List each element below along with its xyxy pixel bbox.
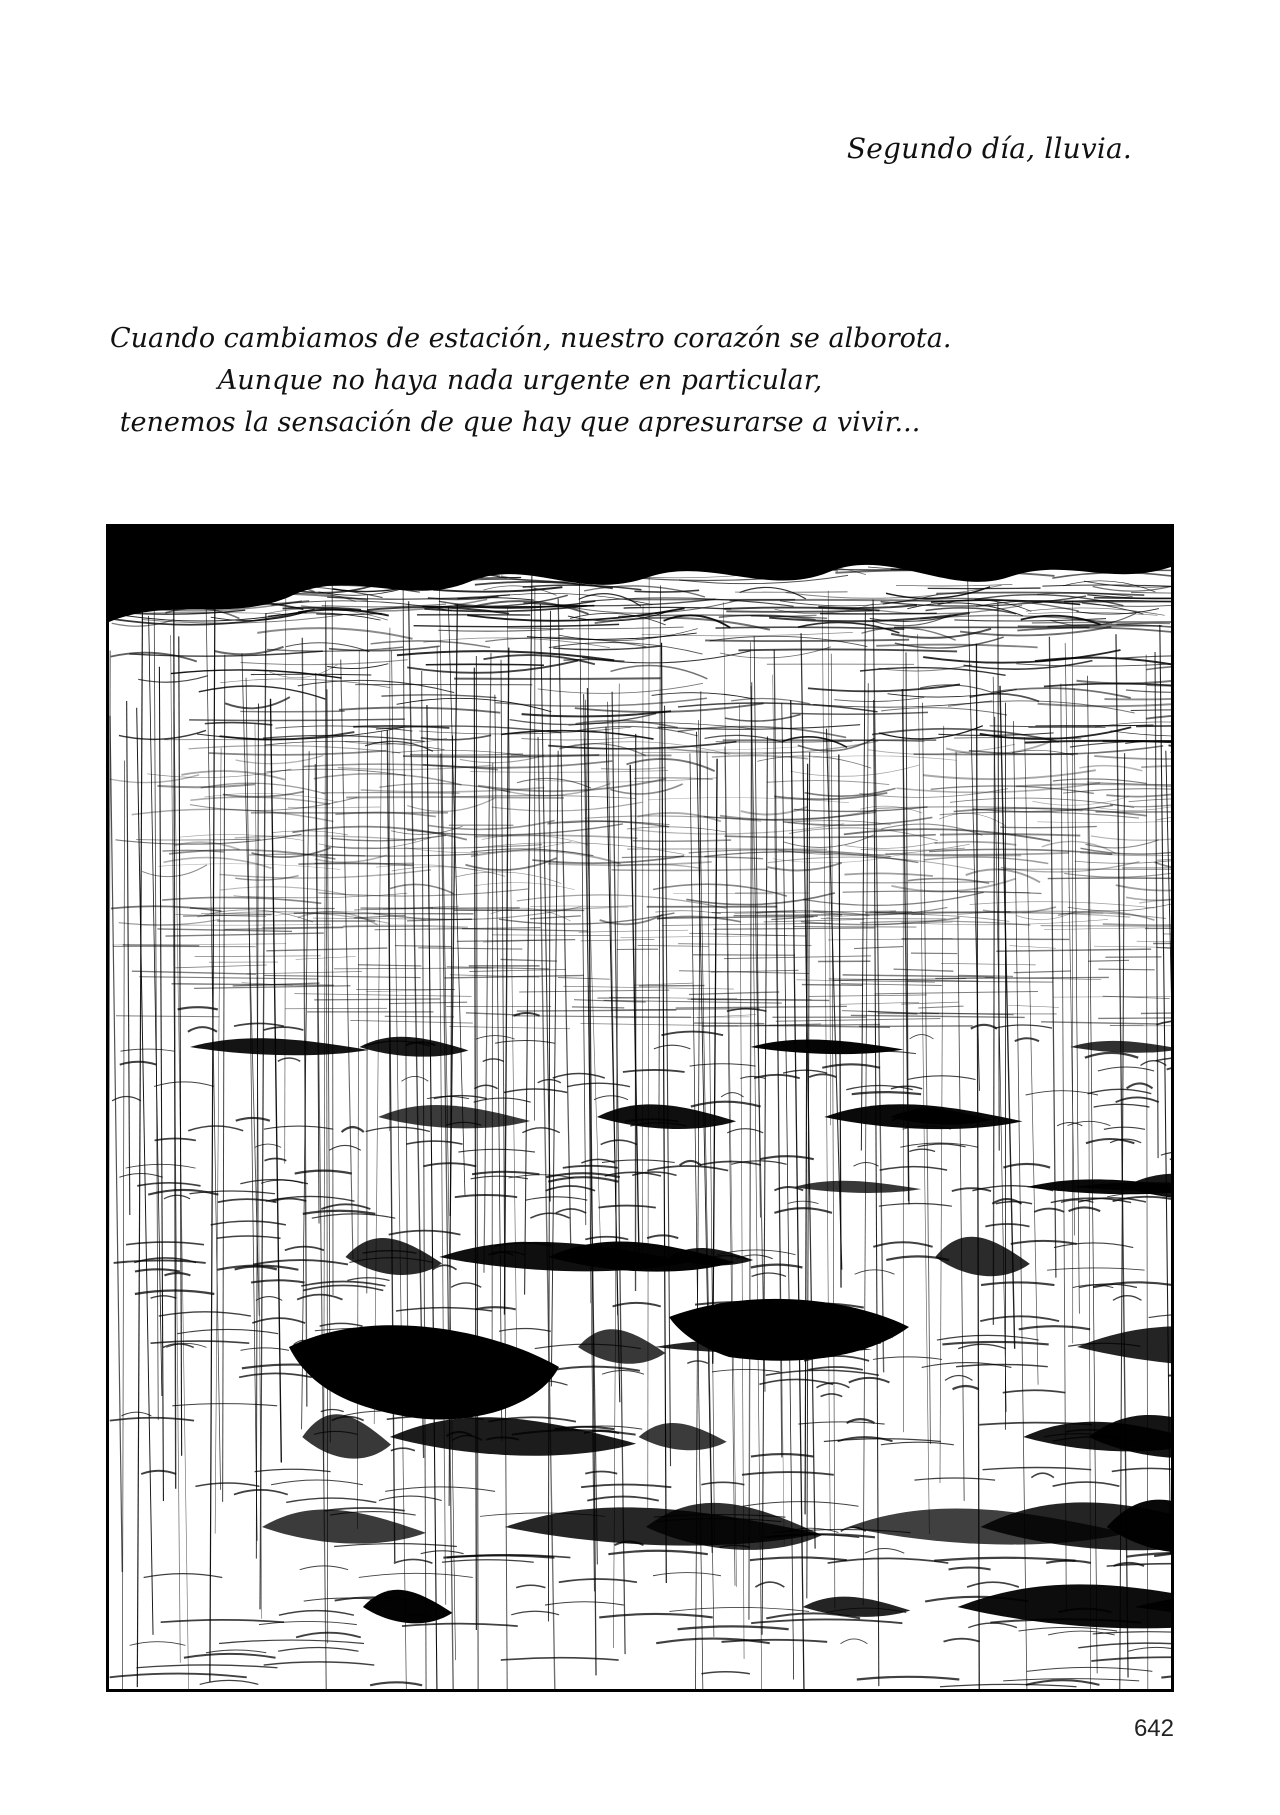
stormy-sea-rain-illustration — [109, 527, 1171, 1689]
caption-title: Segundo día, lluvia. — [846, 132, 1132, 165]
narration-line-3: tenemos la sensación de que hay que apresurarse a vivir... — [119, 407, 921, 438]
narration-text — [110, 318, 952, 444]
illustration-panel — [106, 524, 1174, 1692]
narration-line-2: Aunque no haya nada urgente en particular, — [217, 365, 823, 396]
page-number: 642 — [1133, 1715, 1174, 1742]
narration-line-1: Cuando cambiamos de estación, nuestro corazón se alborota. — [110, 323, 952, 354]
